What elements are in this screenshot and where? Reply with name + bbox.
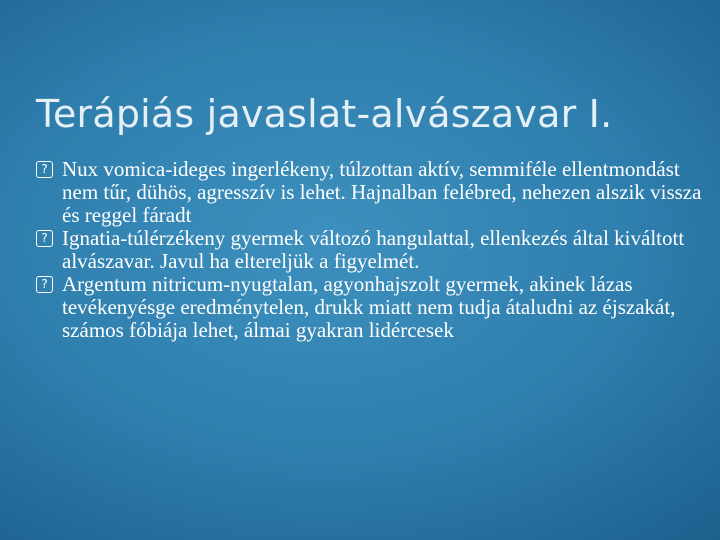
bullet-text: Ignatia-túlérzékeny gyermek változó hangulattal, ellenkezés által kiváltott alvászavar. Javul ha eltereljük a figyelmét. (62, 226, 685, 273)
bullet-text: Argentum nitricum-nyugtalan, agyonhajszolt gyermek, akinek lázas tevékenyésge eredménytelen, drukk miatt nem tudja átaludni az éjszakát, számos fóbiája lehet, álmai gyakran lidércesek (62, 272, 676, 342)
slide-title: Terápiás javaslat-alvászavar I. (36, 92, 613, 136)
missing-glyph-icon: ? (36, 276, 53, 293)
bullet-list (36, 158, 706, 342)
bullet-text: Nux vomica-ideges ingerlékeny, túlzottan aktív, semmiféle ellentmondást nem tűr, dühös, agresszív is lehet. Hajnalban felébred, nehezen alszik vissza és reggel fáradt (62, 157, 702, 227)
bullet-item-ignatia (36, 227, 706, 273)
missing-glyph-icon: ? (36, 230, 53, 247)
bullet-item-nux-vomica (36, 158, 706, 227)
missing-glyph-icon: ? (36, 161, 53, 178)
bullet-item-argentum-nitricum (36, 273, 706, 342)
